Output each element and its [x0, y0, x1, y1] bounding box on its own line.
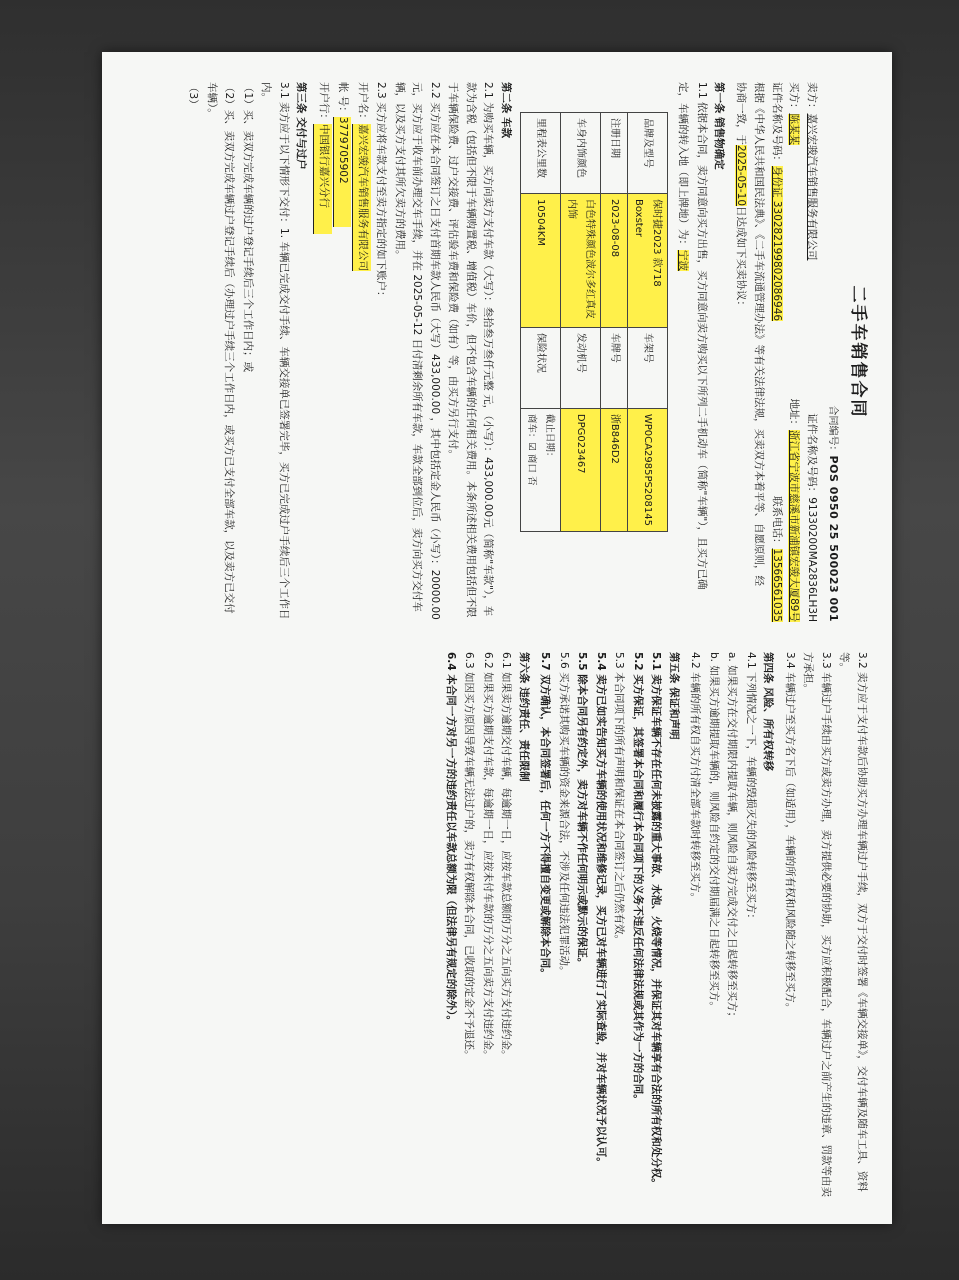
clause-4-1: 4.1 下列情况之一下，车辆的毁损灭失的风险转移至买方：: [745, 652, 757, 925]
buyer-id: 身份证 330282199802086946: [771, 166, 783, 322]
contract-number: 合同编号：POS 0950 25 500023 001: [827, 405, 841, 622]
seller-row: 卖方：嘉兴宏骏汽车销售服务有限公司 证件名称及号码：91330200MA2836LH3H: [806, 82, 818, 622]
page-title: 二手车销售合同: [848, 285, 868, 419]
section-2-title: 第二条 车款: [500, 82, 512, 139]
clause-6-2: 6.2 如果买方逾期支付车款，每逾期一日，应按未付车款的万分之五向卖方支付违约金。: [482, 652, 494, 1061]
clause-5-1: 5.1 卖方保证车辆不存在任何未披露的重大事故、水泡、火烧等情况，并保证其对车辆享有合法的所有权和处分权。: [650, 652, 663, 1189]
preamble-line-1: 根据《中华人民共和国民法典》、《二手车流通管理办法》等有关法律法规，买卖双方本着平等、自愿原则，经: [753, 82, 766, 586]
section-5-title: 第五条 保证和声明: [668, 652, 680, 740]
clause-3-3: 3.3 车辆过户手续由买方或卖方办理，卖方提供必要的协助，买方应积极配合，车辆过户之前产生的违章、罚款等由卖方承担。: [802, 652, 832, 1198]
clause-2-1: 2.1 为购买车辆，买方向卖方支付车款（大写）：叁拾叁万叁仟元整 元，（小写）：433,000.00元（简称"车款"），车款为含税（包括但不限于车辆购置税、增值税）车价，但不包含车辆的任何相关费用。本条所述相关费用包括但不限于车辆保险费、过户交接费、评估验车费和保险费（如有）等，由买方另行支付。: [447, 82, 495, 618]
clause-3-2: 3.2 卖方应于支付车款后协助买方办理车辆过户手续，双方于交付时签署《车辆交接单》，交付车辆及随车工具、资料等。: [838, 652, 868, 1192]
vehicle-table: [520, 112, 668, 532]
section-1-title: 第一条 销售物确定: [713, 82, 726, 170]
contract-content: [102, 52, 892, 1224]
vehicle-color: 白色特殊颜色波尔多红真皮内饰: [561, 194, 601, 328]
clause-6-1: 6.1 如果卖方逾期交付车辆，每逾期一日，应按车款总额的万分之五向买方支付违约金。: [500, 652, 513, 1061]
table-row: 品牌及型号 保时捷2023 款718 Boxster 车架号 WP0CA2985PS208145: [628, 113, 668, 532]
account-bank: 开户行：中国银行嘉兴分行: [314, 82, 333, 622]
clause-1-1b: 定，车辆的转入地（即上牌地）为：宁波: [677, 82, 690, 271]
clause-1-1: 1.1 依据本合同，卖方同意向买方出售，买方同意向卖方购买以下所列二手机动车（简称"车辆"），且买方已确: [696, 82, 708, 590]
preamble-line-2: 协商一致，于2025-05-10日达成如下买卖协议：: [735, 82, 747, 312]
clause-6-4: 6.4 本合同一方对另一方的违约责任以车款总额为限（但法律另有规定的除外）。: [445, 652, 457, 1027]
clause-4-1-a: a. 如果买方在交付期限内提取车辆，则风险自卖方完成交付之日起转移至买方；: [726, 652, 739, 1023]
clause-3-1-item-3: （3）: [187, 82, 200, 110]
clause-3-1-item-2: （2）买、卖双方完成车辆过户登记手续后（办理过户手续三个工作日内，或买方已支付全部车款，以及卖方已交付车辆）。: [206, 82, 236, 614]
page-right-column: [441, 652, 871, 1207]
section-4-title: 第四条 风险、所有权转移: [762, 652, 775, 772]
buyer-name: 陈某某: [788, 113, 801, 145]
account-number: 帐 号：3779705902: [333, 82, 352, 622]
account-name: 开户名：嘉兴宏骏汽车销售服务有限公司: [353, 82, 372, 622]
table-row: 车身内饰颜色 白色特殊颜色波尔多红真皮内饰 发动机号 DPG023467: [561, 113, 601, 532]
table-row: 注册日期 2023-08-08 车牌号 浙B846D2: [601, 113, 628, 532]
contract-sheet: [102, 52, 892, 1224]
clause-5-6: 5.6 买方承诺其购买车辆的资金来源合法，不涉及任何违法犯罪活动。: [558, 652, 570, 977]
table-row: 里程表公里数 10504KM 保险状况 截止日期： 商车：☑ 商口 否: [521, 113, 561, 532]
page-left-column: [183, 82, 870, 622]
clause-6-3: 6.3 如因买方原因导致车辆无法过户的，卖方有权解除本合同，已收取的定金不予退还。: [463, 652, 476, 1061]
seller-id: 91330200MA2836LH3H: [806, 497, 818, 622]
clause-3-1: 3.1 卖方应于以下情形下交付：1. 车辆已完成交付手续、车辆交接单已签署完毕，买方已完成过户手续后三个工作日内。: [260, 82, 290, 620]
clause-4-1-b: b. 如果买方逾期提取车辆的，则风险自约定的交付期届满之日起转移至买方。: [708, 652, 720, 1012]
section-6-title: 第六条 违约责任、责任限制: [518, 652, 530, 782]
clause-4-2: 4.2 车辆的所有权自买方付清全部车款时转移至买方。: [689, 652, 702, 904]
clause-5-4: 5.4 卖方已如实告知买方车辆的使用状况和维修记录，买方已对车辆进行了实际查验，并对车辆状况予以认可。: [595, 652, 607, 1168]
clause-2-2: 2.2 买方应在本合同签订之日支付首期车款人民币（大写）433,000.00 ，其中包括定金人民币（小写）：20000.00元，买方应于收车前办理交车手续，并在 2025-05-12 日付清剩余所有车款，车款全部到位后，卖方向买方交付车辆，以及买方支付其所欠卖方的费用。: [394, 82, 441, 620]
insurance-status: 截止日期： 商车：☑ 商口 否: [521, 408, 561, 531]
seller-name: 嘉兴宏骏汽车销售服务有限公司: [806, 113, 818, 261]
clause-2-3: 2.3 买方应将车款支付至卖方指定的如下账户：: [375, 82, 388, 302]
clause-5-3: 5.3 本合同项下的所有声明和保证在本合同签订之后仍然有效。: [613, 652, 626, 946]
vehicle-vin: WP0CA2985PS208145: [628, 408, 668, 531]
buyer-id-row: 证件名称及号码：身份证 330282199802086946 联系电话：13566561035: [771, 82, 783, 622]
vehicle-plate: 浙B846D2: [601, 408, 628, 531]
buyer-row: 买方：陈某某 地址：浙江省宁波市慈溪市新浦镇宏骏大厦89号: [788, 82, 801, 622]
clause-5-2: 5.2 买方保证，其签署本合同和履行本合同项下的义务不违反任何法律法规或其作为一方的合同。: [632, 652, 644, 1105]
vehicle-mileage: 10504KM: [521, 194, 561, 328]
section-3-title: 第三条 交付与过户: [295, 82, 308, 170]
buyer-phone: 13566561035: [771, 548, 783, 622]
clause-5-7: 5.7 双方确认，本合同签署后，任何一方不得擅自变更或解除本合同。: [539, 652, 552, 979]
clause-3-4: 3.4 车辆过户至买方名下后（如适用），车辆的所有权和风险随之转移至买方。: [784, 652, 796, 1014]
buyer-address: 浙江省宁波市慈溪市新浦镇宏骏大厦89号: [788, 430, 801, 622]
vehicle-brand: 保时捷2023 款718 Boxster: [628, 194, 668, 328]
clause-5-5: 5.5 除本合同另有约定外，卖方对车辆不作任何明示或默示的保证。: [576, 652, 589, 969]
vehicle-reg-date: 2023-08-08: [601, 194, 628, 328]
vehicle-engine: DPG023467: [561, 408, 601, 531]
clause-3-1-item-1: （1）买、卖双方完成车辆的过户登记手续后三个工作日内；或: [242, 82, 254, 373]
